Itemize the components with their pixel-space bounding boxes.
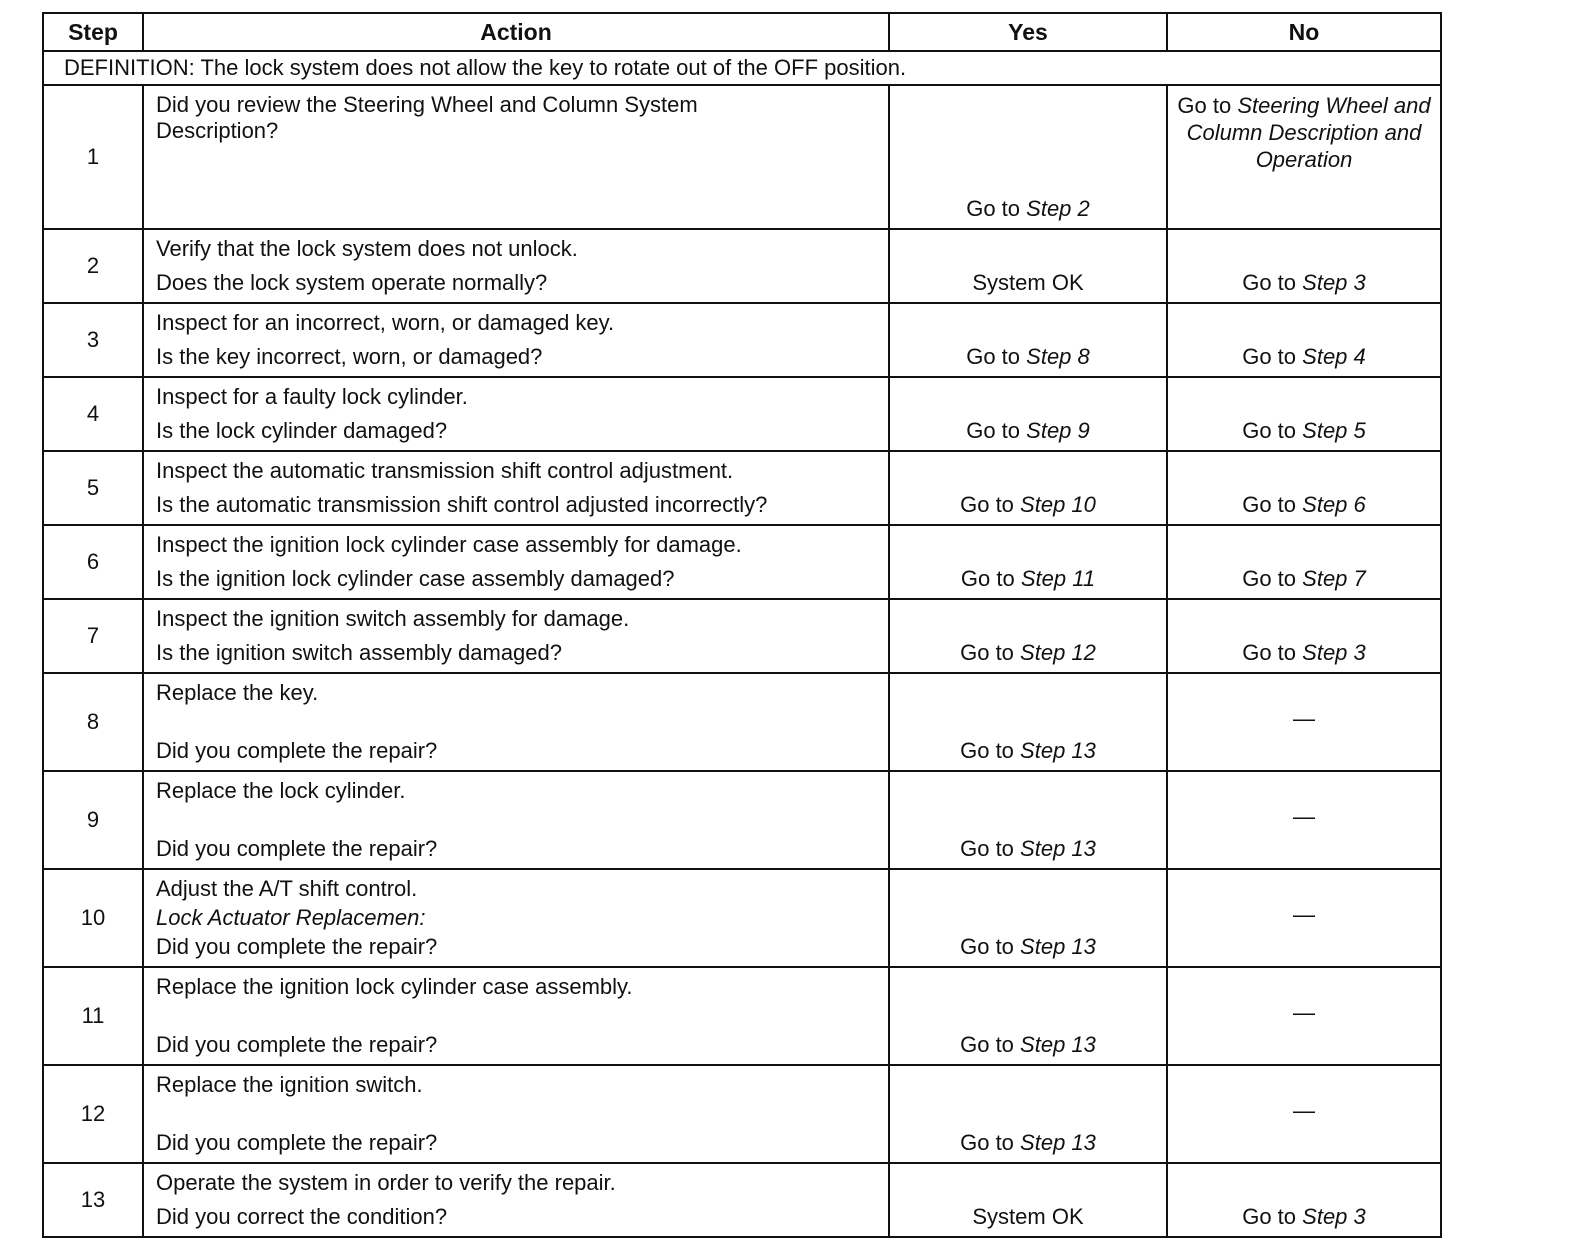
action-cell (143, 1065, 889, 1163)
yes-step-link[interactable]: Step 13 (1020, 1130, 1096, 1155)
no-prefix: Go to (1242, 492, 1297, 517)
step-number: 4 (43, 377, 143, 451)
yes-prefix: Go to (960, 1032, 1014, 1057)
no-cell (1167, 303, 1441, 377)
action-text: Did you review the Steering Wheel and Column System Description? (156, 92, 698, 143)
yes-cell (889, 1065, 1167, 1163)
no-step-link[interactable]: Step 3 (1302, 1204, 1366, 1229)
action-text: Inspect the ignition switch assembly for damage. (156, 606, 630, 631)
action-text: Replace the ignition lock cylinder case assembly. (156, 974, 633, 999)
yes-step-link[interactable]: Step 12 (1020, 640, 1096, 665)
table-row (43, 1065, 1441, 1163)
definition-text: DEFINITION: The lock system does not allow the key to rotate out of the OFF position. (43, 51, 1441, 85)
no-prefix: Go to (1242, 418, 1297, 443)
yes-prefix: Go to (960, 566, 1015, 591)
question-text: Is the ignition lock cylinder case assembly damaged? (156, 566, 675, 591)
table-row (43, 451, 1441, 525)
no-cell (1167, 229, 1441, 303)
no-reference-link[interactable]: Steering Wheel and Column Description and Operation (1186, 93, 1431, 172)
table-row (43, 1163, 1441, 1237)
step-number: 5 (43, 451, 143, 525)
no-cell (1167, 1163, 1441, 1237)
table-row (43, 377, 1441, 451)
yes-cell (889, 869, 1167, 967)
yes-cell (889, 771, 1167, 869)
action-text: Verify that the lock system does not unlock. (156, 236, 578, 261)
question-text: Is the automatic transmission shift control adjusted incorrectly? (156, 492, 768, 517)
yes-step-link[interactable]: Step 9 (1026, 418, 1090, 443)
no-step-link[interactable]: Step 7 (1302, 566, 1366, 591)
step-number: 13 (43, 1163, 143, 1237)
yes-cell (889, 85, 1167, 229)
question-text: Does the lock system operate normally? (156, 270, 548, 295)
question-text: Is the ignition switch assembly damaged? (156, 640, 562, 665)
action-cell (143, 303, 889, 377)
yes-step-link[interactable]: Step 11 (1020, 566, 1096, 591)
table-row (43, 673, 1441, 771)
action-cell (143, 599, 889, 673)
no-prefix: Go to (1242, 640, 1297, 665)
action-text: Inspect for a faulty lock cylinder. (156, 384, 468, 409)
no-cell (1167, 673, 1441, 771)
action-cell (143, 451, 889, 525)
yes-cell (889, 525, 1167, 599)
header-yes: Yes (889, 13, 1167, 51)
yes-cell (889, 599, 1167, 673)
header-step: Step (43, 13, 143, 51)
yes-step-link[interactable]: Step 13 (1020, 836, 1096, 861)
no-dash: — (1293, 804, 1315, 829)
step-number: 7 (43, 599, 143, 673)
no-dash: — (1293, 902, 1315, 927)
no-cell (1167, 525, 1441, 599)
step-number: 8 (43, 673, 143, 771)
diagnostic-table (42, 12, 1442, 1238)
action-text: Replace the key. (156, 680, 319, 705)
table-row (43, 599, 1441, 673)
step-number: 6 (43, 525, 143, 599)
yes-prefix: Go to (960, 1130, 1014, 1155)
header-row (43, 13, 1441, 51)
yes-cell (889, 451, 1167, 525)
action-cell (143, 525, 889, 599)
action-text: Operate the system in order to verify the repair. (156, 1170, 616, 1195)
step-number: 2 (43, 229, 143, 303)
question-text: Did you complete the repair? (156, 1130, 438, 1155)
yes-prefix: Go to (966, 344, 1021, 369)
table-row (43, 525, 1441, 599)
no-step-link[interactable]: Step 4 (1302, 344, 1366, 369)
no-dash: — (1293, 706, 1315, 731)
step-number: 11 (43, 967, 143, 1065)
yes-prefix: Go to (960, 492, 1014, 517)
yes-text: System OK (972, 270, 1084, 295)
action-cell (143, 771, 889, 869)
no-prefix: Go to (1242, 1204, 1297, 1229)
action-cell (143, 967, 889, 1065)
yes-step-link[interactable]: Step 13 (1020, 738, 1096, 763)
no-dash: — (1293, 1098, 1315, 1123)
yes-step-link[interactable]: Step 10 (1020, 492, 1096, 517)
action-cell (143, 229, 889, 303)
no-cell (1167, 869, 1441, 967)
yes-cell (889, 229, 1167, 303)
question-text: Did you complete the repair? (156, 934, 438, 959)
question-text: Did you correct the condition? (156, 1204, 448, 1229)
table-row (43, 303, 1441, 377)
table-row (43, 869, 1441, 967)
yes-prefix: Go to (966, 418, 1021, 443)
step-number: 3 (43, 303, 143, 377)
header-no: No (1167, 13, 1441, 51)
step-number: 12 (43, 1065, 143, 1163)
yes-cell (889, 377, 1167, 451)
action-text: Inspect the automatic transmission shift control adjustment. (156, 458, 734, 483)
yes-cell (889, 303, 1167, 377)
no-dash: — (1293, 1000, 1315, 1025)
yes-step-link[interactable]: Step 13 (1020, 1032, 1096, 1057)
step-number: 1 (43, 85, 143, 229)
action-cell (143, 869, 889, 967)
action-cell (143, 377, 889, 451)
yes-prefix: Go to (960, 934, 1014, 959)
yes-text: System OK (972, 1204, 1084, 1229)
action-text: Replace the lock cylinder. (156, 778, 406, 803)
yes-cell (889, 673, 1167, 771)
no-cell (1167, 771, 1441, 869)
no-prefix: Go to (1242, 566, 1297, 591)
no-cell (1167, 85, 1441, 229)
table-row (43, 771, 1441, 869)
table-row (43, 229, 1441, 303)
no-step-link[interactable]: Step 6 (1302, 492, 1366, 517)
table-row (43, 967, 1441, 1065)
no-cell (1167, 451, 1441, 525)
yes-prefix: Go to (960, 738, 1014, 763)
no-step-link[interactable]: Step 3 (1302, 270, 1366, 295)
action-reference-link[interactable]: Lock Actuator Replacemen: (156, 905, 426, 930)
yes-cell (889, 1163, 1167, 1237)
action-cell (143, 85, 889, 229)
table-row (43, 85, 1441, 229)
no-cell (1167, 967, 1441, 1065)
action-text: Inspect the ignition lock cylinder case assembly for damage. (156, 532, 742, 557)
question-text: Did you complete the repair? (156, 738, 438, 763)
step-number: 9 (43, 771, 143, 869)
no-step-link[interactable]: Step 3 (1302, 640, 1366, 665)
header-action: Action (143, 13, 889, 51)
no-prefix: Go to (1242, 270, 1297, 295)
yes-prefix: Go to (966, 196, 1021, 221)
yes-prefix: Go to (960, 836, 1014, 861)
no-prefix: Go to (1242, 344, 1297, 369)
action-cell (143, 673, 889, 771)
action-text: Replace the ignition switch. (156, 1072, 423, 1097)
question-text: Is the key incorrect, worn, or damaged? (156, 344, 543, 369)
no-prefix: Go to (1177, 93, 1232, 118)
action-text: Adjust the A/T shift control. (156, 876, 418, 901)
yes-cell (889, 967, 1167, 1065)
yes-step-link[interactable]: Step 8 (1026, 344, 1090, 369)
step-number: 10 (43, 869, 143, 967)
no-step-link[interactable]: Step 5 (1302, 418, 1366, 443)
definition-row (43, 51, 1441, 85)
no-cell (1167, 1065, 1441, 1163)
yes-step-link[interactable]: Step 2 (1026, 196, 1090, 221)
question-text: Is the lock cylinder damaged? (156, 418, 448, 443)
action-text: Inspect for an incorrect, worn, or damaged key. (156, 310, 615, 335)
question-text: Did you complete the repair? (156, 836, 438, 861)
action-cell (143, 1163, 889, 1237)
question-text: Did you complete the repair? (156, 1032, 438, 1057)
yes-prefix: Go to (960, 640, 1014, 665)
no-cell (1167, 377, 1441, 451)
yes-step-link[interactable]: Step 13 (1020, 934, 1096, 959)
no-cell (1167, 599, 1441, 673)
